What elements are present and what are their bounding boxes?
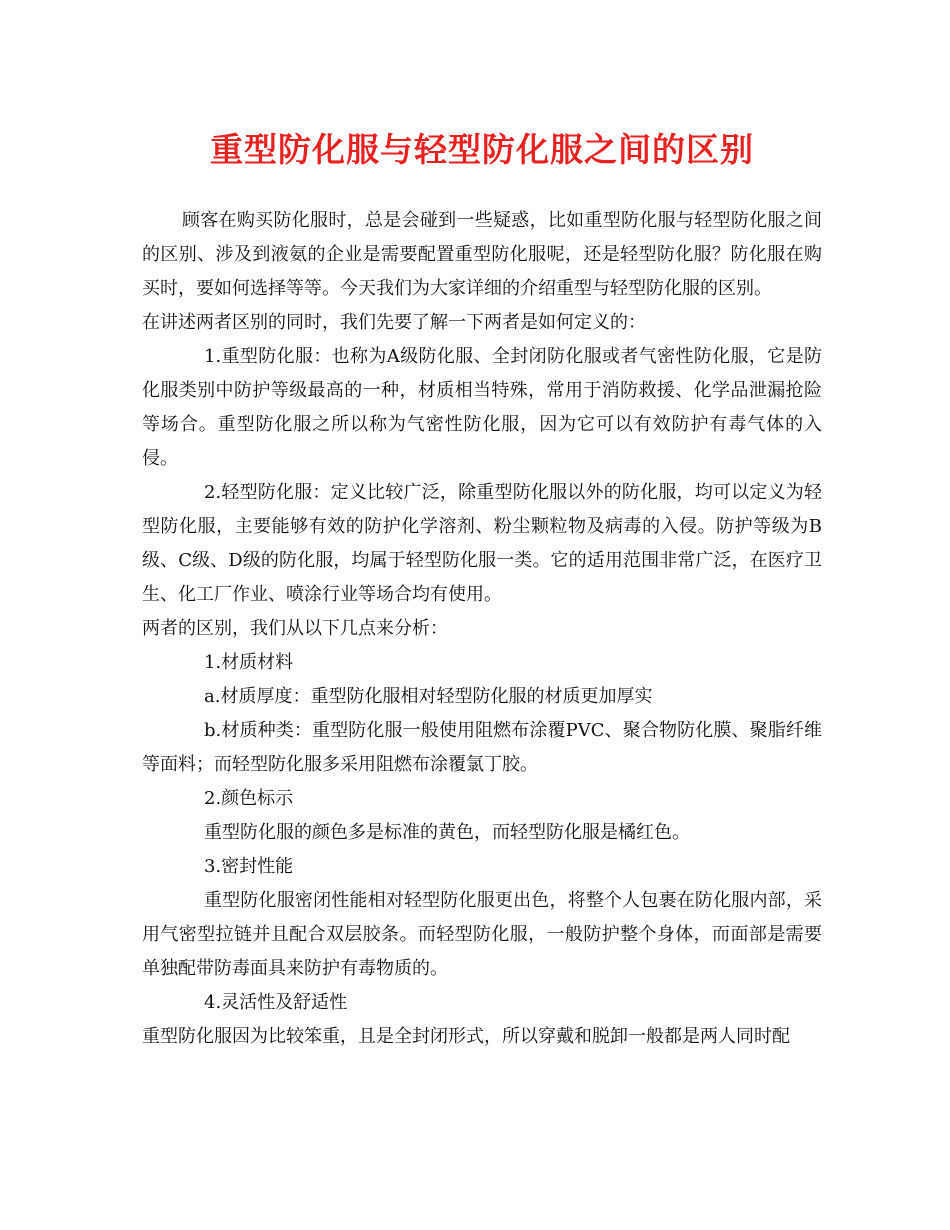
sealing-description: 重型防化服密闭性能相对轻型防化服更出色，将整个人包裹在防化服内部，采用气密型拉链并且配合双层胶条。而轻型防化服，一般防护整个身体，而面部是需要单独配带防毒面具来防护有毒物质的。: [142, 890, 822, 979]
light-suit-definition: 2.轻型防化服：定义比较广泛，除重型防化服以外的防化服，均可以定义为轻型防化服，主要能够有效的防护化学溶剂、粉尘颗粒物及病毒的入侵。防护等级为B级、C级、D级的防化服，均属于轻型防化服一类。它的适用范围非常广泛，在医疗卫生、化工厂作业、喷涂行业等场合均有使用。: [142, 482, 822, 605]
color-description: 重型防化服的颜色多是标准的黄色，而轻型防化服是橘红色。: [204, 822, 690, 843]
section-heading-material: 1.材质材料: [204, 652, 294, 673]
section-heading-color: 2.颜色标示: [204, 788, 294, 809]
definition-lead: 在讲述两者区别的同时，我们先要了解一下两者是如何定义的：: [142, 312, 646, 333]
heavy-suit-definition: 1.重型防化服：也称为A级防化服、全封闭防化服或者气密性防化服，它是防化服类别中防护等级最高的一种，材质相当特殊，常用于消防救援、化学品泄漏抢险等场合。重型防化服之所以称为气密性防化服，因为它可以有效防护有毒气体的入侵。: [142, 346, 822, 469]
document-page: [142, 128, 822, 1054]
flexibility-description: 重型防化服因为比较笨重，且是全封闭形式，所以穿戴和脱卸一般都是两人同时配: [142, 1026, 790, 1047]
section-heading-flexibility: 4.灵活性及舒适性: [204, 992, 348, 1013]
section-heading-sealing: 3.密封性能: [204, 856, 294, 877]
document-title: 重型防化服与轻型防化服之间的区别: [210, 130, 754, 169]
difference-lead: 两者的区别，我们从以下几点来分析：: [142, 618, 448, 639]
intro-paragraph: 顾客在购买防化服时，总是会碰到一些疑惑，比如重型防化服与轻型防化服之间的区别、涉及到液氨的企业是需要配置重型防化服呢，还是轻型防化服？防化服在购买时，要如何选择等等。今天我们为大家详细的介绍重型与轻型防化服的区别。: [142, 210, 822, 299]
material-type-item: b.材质种类：重型防化服一般使用阻燃布涂覆PVC、聚合物防化膜、聚脂纤维等面料；而轻型防化服多采用阻燃布涂覆氯丁胶。: [142, 720, 822, 775]
material-thickness-item: a.材质厚度：重型防化服相对轻型防化服的材质更加厚实: [204, 686, 653, 707]
